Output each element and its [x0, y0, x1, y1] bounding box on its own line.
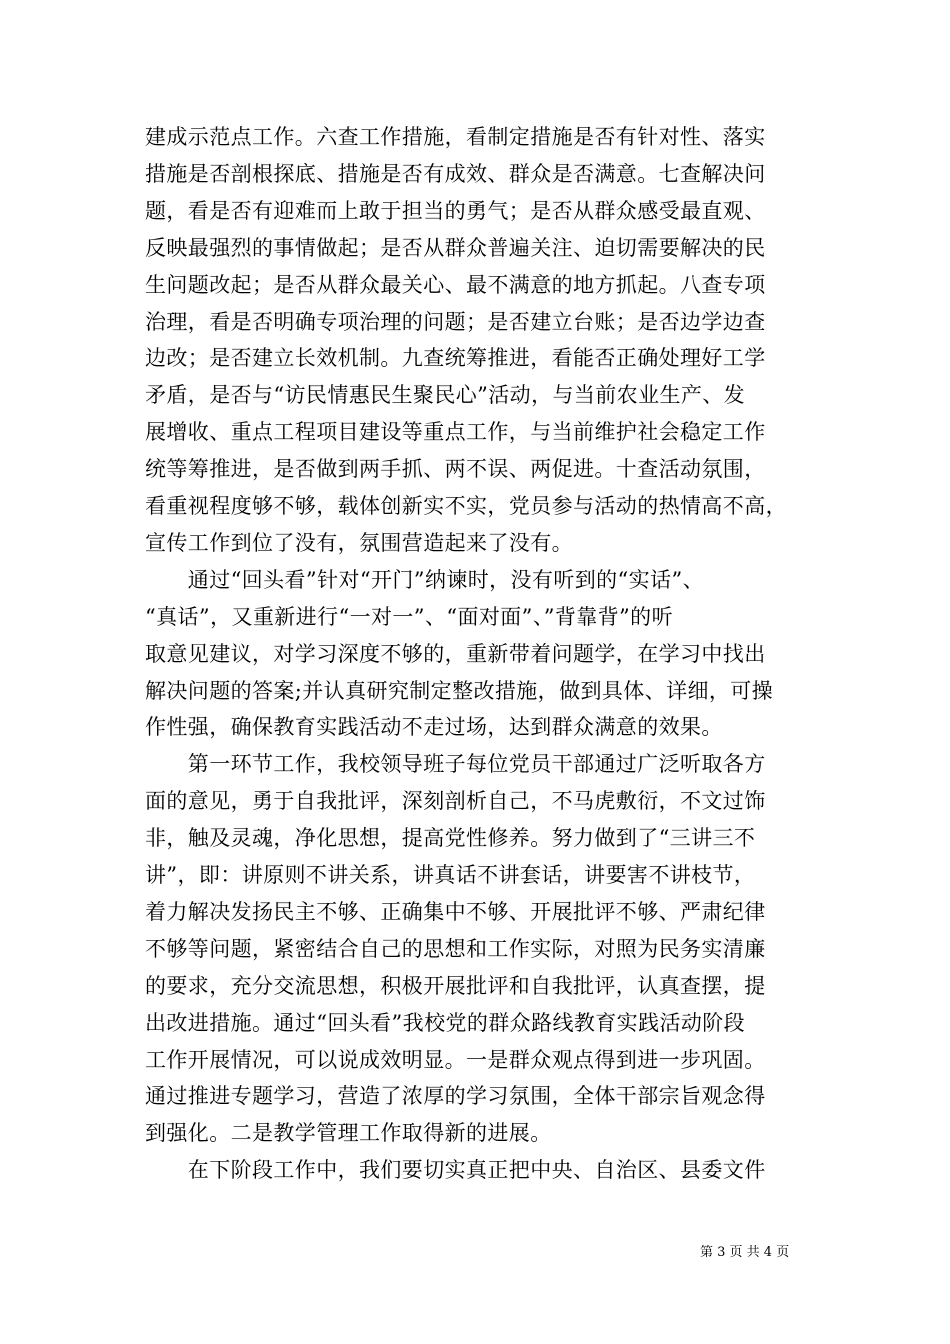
page-footer: 第 3 页 共 4 页 [700, 1245, 790, 1260]
text-line: 展增收、重点工程项目建设等重点工作，与当前维护社会稳定工作 [145, 420, 766, 445]
text-line: 治理，看是否明确专项治理的问题；是否建立台账；是否边学边查 [145, 309, 766, 334]
text-line: 第一环节工作，我校领导班子每位党员干部通过广泛听取各方 [145, 752, 766, 777]
text-line: 工作开展情况，可以说成效明显。一是群众观点得到进一步巩固。 [145, 1047, 766, 1072]
text-line: 统等筹推进，是否做到两手抓、两不误、两促进。十查活动氛围， [145, 457, 766, 482]
text-line: 到强化。二是教学管理工作取得新的进展。 [145, 1121, 552, 1146]
text-line: 生问题改起；是否从群众最关心、最不满意的地方抓起。八查专项 [145, 272, 766, 297]
text-line: 边改；是否建立长效机制。九查统筹推进，看能否正确处理好工学 [145, 346, 766, 371]
text-line: 讲”，即：讲原则不讲关系，讲真话不讲套话，讲要害不讲枝节， [145, 863, 756, 887]
text-line: 面的意见，勇于自我批评，深刻剖析自己，不马虎敷衍，不文过饰 [145, 789, 766, 814]
text-line: 着力解决发扬民主不够、正确集中不够、开展批评不够、严肃纪律 [145, 899, 766, 924]
text-line: 看重视程度够不够，载体创新实不实，党员参与活动的热情高不高， [145, 494, 787, 518]
text-line: 通过推进专题学习，营造了浓厚的学习氛围，全体干部宗旨观念得 [145, 1084, 766, 1109]
text-line: 宣传工作到位了没有，氛围营造起来了没有。 [145, 530, 573, 555]
text-line: 非，触及灵魂，净化思想，提高党性修养。努力做到了“三讲三不 [145, 826, 756, 851]
text-line: 通过“回头看”针对“开门”纳谏时，没有听到的“实话”、 [145, 567, 705, 592]
text-line: 取意见建议，对学习深度不够的，重新带着问题学，在学习中找出 [145, 641, 766, 666]
text-line: 不够等问题，紧密结合自己的思想和工作实际，对照为民务实清廉 [145, 936, 766, 961]
text-line: 建成示范点工作。六查工作措施，看制定措施是否有针对性、落实 [145, 125, 766, 149]
text-line: 作性强，确保教育实践活动不走过场，达到群众满意的效果。 [145, 715, 723, 740]
text-line: 解决问题的答案;并认真研究制定整改措施，做到具体、详细，可操 [145, 678, 774, 703]
text-line: 题，看是否有迎难而上敢于担当的勇气；是否从群众感受最直观、 [145, 198, 766, 223]
text-line: 的要求，充分交流思想，积极开展批评和自我批评，认真查摆，提 [145, 973, 766, 998]
text-line: “真话”，又重新进行“一对一”、“面对面”、”背靠背”的听 [145, 604, 673, 629]
text-line: 出改进措施。通过“回头看”我校党的群众路线教育实践活动阶段 [145, 1010, 746, 1035]
text-line: 措施是否剖根探底、措施是否有成效、群众是否满意。七查解决问 [145, 161, 766, 186]
text-line: 反映最强烈的事情做起；是否从群众普遍关注、迫切需要解决的民 [145, 235, 766, 260]
text-line: 在下阶段工作中，我们要切实真正把中央、自治区、县委文件 [145, 1158, 766, 1183]
text-line: 矛盾，是否与“访民情惠民生聚民心”活动，与当前农业生产、发 [145, 383, 746, 408]
